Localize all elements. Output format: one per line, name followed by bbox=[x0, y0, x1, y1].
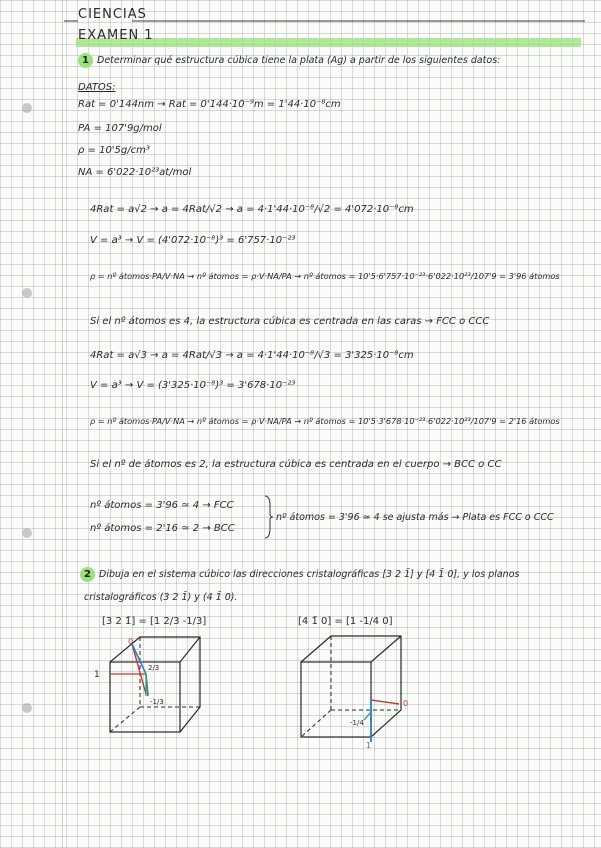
fcc-eq-atoms: ρ = nº átomos·PA/V·NA → nº átomos = ρ·V·NA/PA → nº átomos = 10'5·6'757·10⁻²³·6'022·10²³/107'9 = 3'96 átomos bbox=[90, 271, 560, 281]
binder-hole bbox=[22, 703, 32, 713]
summary-brace bbox=[262, 494, 274, 540]
binder-hole bbox=[22, 528, 32, 538]
cube2-origin-label: 0 bbox=[403, 699, 409, 708]
cube-diagram-1 bbox=[100, 632, 210, 742]
cube1-z-label: -1/3 bbox=[150, 698, 164, 706]
cube2-y-label: -1/4 bbox=[350, 719, 364, 727]
bcc-conclusion: Si el nº de átomos es 2, la estructura cúbica es centrada en el cuerpo → BCC o CC bbox=[90, 459, 502, 470]
subject-title: CIENCIAS bbox=[78, 7, 147, 22]
cube-diagram-2 bbox=[296, 632, 416, 747]
data-avogadro: NA = 6'022·10²³at/mol bbox=[78, 167, 192, 178]
data-label: DATOS: bbox=[78, 82, 116, 93]
summary-fcc: nº átomos = 3'96 ≃ 4 → FCC bbox=[90, 500, 234, 511]
fcc-eq-volume: V = a³ → V = (4'072·10⁻⁸)³ = 6'757·10⁻²³ bbox=[90, 235, 296, 246]
direction-2-label: [4 1̄ 0] = [1 -1/4 0] bbox=[298, 616, 393, 627]
question-number-1: 1 bbox=[78, 53, 93, 68]
data-density: ρ = 10'5g/cm³ bbox=[78, 145, 150, 156]
data-atomic-weight: PA = 107'9g/mol bbox=[78, 123, 162, 134]
bcc-eq-atoms: ρ = nº átomos·PA/V·NA → nº átomos = ρ·V·NA/PA → nº átomos = 10'5·3'678·10⁻²³·6'022·10²³/107'9 = 2'16 átomos bbox=[90, 416, 560, 426]
binder-hole bbox=[22, 103, 32, 113]
cube1-origin-label: 0 bbox=[128, 637, 134, 646]
cube1-x-label: 1 bbox=[94, 670, 100, 680]
q2-statement-line2: cristalográficos (3 2 1̄) y (4 1̄ 0). bbox=[84, 592, 238, 603]
summary-bcc: nº átomos = 2'16 ≃ 2 → BCC bbox=[90, 523, 235, 534]
bcc-eq-lattice: 4Rat = a√3 → a = 4Rat/√3 → a = 4·1'44·10⁻⁸/√3 = 3'325·10⁻⁸cm bbox=[90, 350, 414, 361]
exam-title: EXAMEN 1 bbox=[78, 28, 154, 43]
cube1-y-label: 2/3 bbox=[148, 664, 160, 672]
data-radius: Rat = 0'144nm → Rat = 0'144·10⁻⁹m = 1'44·10⁻⁸cm bbox=[78, 99, 341, 110]
summary-result: nº átomos = 3'96 ≃ 4 se ajusta más → Plata es FCC o CCC bbox=[276, 512, 554, 523]
question-number-2: 2 bbox=[80, 567, 95, 582]
q2-statement-line1: Dibuja en el sistema cúbico las direcciones cristalográficas [3 2 1̄] y [4 1̄ 0], y los planos bbox=[99, 569, 520, 580]
margin-line bbox=[62, 0, 63, 848]
binder-hole bbox=[22, 288, 32, 298]
bcc-eq-volume: V = a³ → V = (3'325·10⁻⁸)³ = 3'678·10⁻²³ bbox=[90, 380, 296, 391]
fcc-conclusion: Si el nº átomos es 4, la estructura cúbica es centrada en las caras → FCC o CCC bbox=[90, 316, 490, 327]
cube2-x-label: 1 bbox=[366, 741, 372, 750]
direction-1-label: [3 2 1̄] = [1 2/3 -1/3] bbox=[102, 616, 207, 627]
q1-statement: Determinar qué estructura cúbica tiene la plata (Ag) a partir de los siguientes datos: bbox=[97, 55, 501, 66]
fcc-eq-lattice: 4Rat = a√2 → a = 4Rat/√2 → a = 4·1'44·10⁻⁸/√2 = 4'072·10⁻⁸cm bbox=[90, 204, 414, 215]
